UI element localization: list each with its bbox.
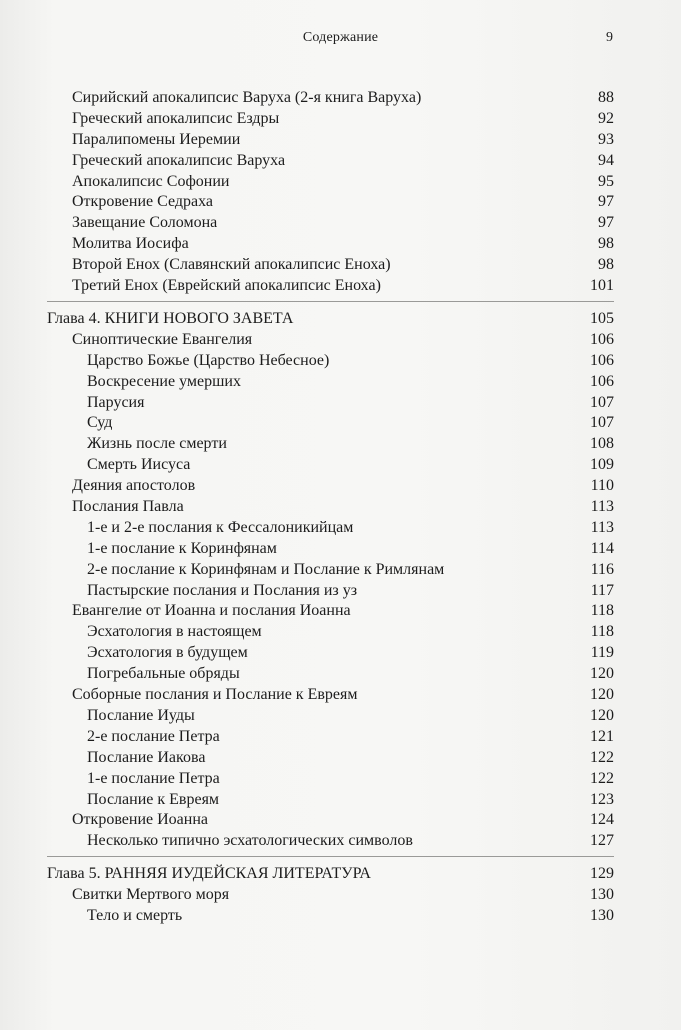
toc-entry[interactable] — [47, 88, 614, 109]
toc-entry-page: 130 — [590, 907, 614, 925]
toc-entry-page: 98 — [598, 256, 614, 274]
toc-entry-title: Глава 4. КНИГИ НОВОГО ЗАВЕТА — [47, 309, 294, 327]
toc-entry-title: Второй Енох (Славянский апокалипсис Еноха) — [72, 256, 391, 274]
toc-entry[interactable] — [47, 372, 614, 393]
toc-entry[interactable] — [47, 601, 614, 622]
toc-entry[interactable] — [47, 476, 614, 497]
toc-entry-page: 113 — [590, 498, 614, 516]
toc-entry-page: 127 — [590, 832, 614, 850]
toc-entry-title: Эсхатология в будущем — [87, 644, 248, 662]
toc-entry-page: 97 — [598, 214, 614, 232]
toc-entry[interactable] — [47, 255, 614, 276]
toc-entry-page: 92 — [598, 109, 614, 127]
toc-entry-page: 113 — [590, 518, 614, 536]
toc-entry-title: 1-е послание к Коринфянам — [87, 539, 277, 557]
toc-entry-title: Несколько типично эсхатологических символов — [87, 832, 413, 850]
toc-entry-page: 109 — [590, 456, 614, 474]
toc-entry-page: 114 — [590, 539, 614, 557]
toc-entry[interactable] — [47, 151, 614, 172]
toc-entry-title: Пастырские послания и Послания из уз — [87, 581, 358, 599]
toc-entry-page: 124 — [590, 811, 614, 829]
toc-entry-title: Воскресение умерших — [87, 372, 241, 390]
toc-entry-page: 110 — [590, 477, 614, 495]
toc-entry[interactable] — [47, 622, 614, 643]
toc-entry[interactable] — [47, 790, 614, 811]
toc-chapter[interactable] — [47, 308, 614, 330]
toc-entry[interactable] — [47, 497, 614, 518]
toc-entry-title: Послание Иакова — [87, 748, 206, 766]
toc-chapter[interactable] — [47, 863, 614, 885]
toc-entry[interactable] — [47, 130, 614, 151]
running-header — [0, 30, 681, 50]
toc-entry-page: 120 — [590, 706, 614, 724]
toc-entry-title: Евангелие от Иоанна и послания Иоанна — [72, 602, 351, 620]
toc-entry[interactable] — [47, 192, 614, 213]
table-of-contents — [47, 88, 614, 927]
toc-entry[interactable] — [47, 276, 614, 297]
toc-entry-title: Соборные послания и Послание к Евреям — [72, 686, 358, 704]
toc-entry-title: Завещание Соломона — [72, 214, 218, 232]
toc-entry[interactable] — [47, 831, 614, 852]
toc-entry-title: Смерть Иисуса — [87, 456, 191, 474]
toc-entry-title: Деяния апостолов — [72, 477, 196, 495]
toc-entry-title: Послание Иуды — [87, 706, 195, 724]
toc-entry-title: 2-е послание Петра — [87, 727, 220, 745]
toc-entry[interactable] — [47, 706, 614, 727]
toc-entry[interactable] — [47, 109, 614, 130]
toc-entry-title: Глава 5. РАННЯЯ ИУДЕЙСКАЯ ЛИТЕРАТУРА — [47, 865, 371, 883]
toc-entry-page: 94 — [598, 151, 614, 169]
toc-entry[interactable] — [47, 213, 614, 234]
toc-entry[interactable] — [47, 685, 614, 706]
toc-entry[interactable] — [47, 413, 614, 434]
toc-entry[interactable] — [47, 234, 614, 255]
header-title: Содержание — [302, 30, 379, 45]
toc-entry-page: 93 — [598, 130, 614, 148]
toc-entry[interactable] — [47, 518, 614, 539]
toc-entry[interactable] — [47, 539, 614, 560]
toc-entry-page: 116 — [590, 560, 614, 578]
toc-entry[interactable] — [47, 172, 614, 193]
chapter-divider — [47, 856, 614, 857]
toc-entry-title: Погребальные обряды — [87, 665, 240, 683]
toc-entry[interactable] — [47, 769, 614, 790]
toc-entry-page: 97 — [598, 193, 614, 211]
toc-entry-title: Жизнь после смерти — [87, 435, 227, 453]
toc-entry-title: Свитки Мертвого моря — [72, 886, 230, 904]
toc-entry-page: 88 — [598, 89, 614, 106]
toc-entry-title: Паралипомены Иеремии — [72, 130, 241, 148]
toc-entry[interactable] — [47, 727, 614, 748]
toc-entry-title: Послания Павла — [72, 498, 184, 516]
toc-entry-title: Третий Енох (Еврейский апокалипсис Еноха) — [72, 277, 381, 295]
toc-entry[interactable] — [47, 393, 614, 414]
toc-entry[interactable] — [47, 581, 614, 602]
toc-entry-title: Послание к Евреям — [87, 790, 220, 808]
toc-entry-title: 2-е послание к Коринфянам и Послание к Римлянам — [87, 560, 445, 578]
toc-entry-title: Сирийский апокалипсис Варуха (2-я книга Варуха) — [72, 89, 422, 106]
chapter-divider — [47, 301, 614, 302]
toc-entry-page: 120 — [590, 686, 614, 704]
toc-entry-title: Откровение Иоанна — [72, 811, 208, 829]
toc-entry[interactable] — [47, 351, 614, 372]
toc-entry-page: 118 — [590, 623, 614, 641]
toc-entry-page: 101 — [590, 277, 614, 295]
toc-entry-title: Греческий апокалипсис Варуха — [72, 151, 286, 169]
toc-entry-page: 118 — [590, 602, 614, 620]
toc-entry-page: 108 — [590, 435, 614, 453]
toc-entry-title: Царство Божье (Царство Небесное) — [87, 351, 330, 369]
toc-entry-title: 1-е послание Петра — [87, 769, 220, 787]
toc-entry-page: 105 — [590, 309, 614, 327]
toc-entry[interactable] — [47, 748, 614, 769]
toc-entry-page: 106 — [590, 372, 614, 390]
toc-entry-page: 123 — [590, 790, 614, 808]
toc-entry-page: 120 — [590, 665, 614, 683]
toc-entry[interactable] — [47, 906, 614, 927]
toc-entry[interactable] — [47, 434, 614, 455]
toc-entry-page: 107 — [590, 414, 614, 432]
toc-entry-title: Молитва Иосифа — [72, 235, 189, 253]
toc-entry-title: Тело и смерть — [87, 907, 183, 925]
toc-entry-page: 107 — [590, 393, 614, 411]
toc-entry[interactable] — [47, 455, 614, 476]
toc-entry-page: 98 — [598, 235, 614, 253]
toc-entry-page: 130 — [590, 886, 614, 904]
header-page-number: 9 — [606, 30, 613, 45]
toc-entry-title: Синоптические Евангелия — [72, 330, 253, 348]
toc-entry-page: 129 — [590, 865, 614, 883]
toc-entry-page: 121 — [590, 727, 614, 745]
toc-entry-page: 119 — [590, 644, 614, 662]
toc-entry-title: Греческий апокалипсис Ездры — [72, 109, 280, 127]
toc-entry[interactable] — [47, 885, 614, 906]
toc-entry[interactable] — [47, 643, 614, 664]
toc-entry[interactable] — [47, 560, 614, 581]
toc-entry-title: Суд — [87, 414, 113, 432]
toc-entry-page: 122 — [590, 769, 614, 787]
toc-entry[interactable] — [47, 330, 614, 351]
toc-entry-title: Апокалипсис Софонии — [72, 172, 230, 190]
toc-entry-title: Откровение Седраха — [72, 193, 213, 211]
toc-entry-page: 106 — [590, 351, 614, 369]
toc-entry-page: 122 — [590, 748, 614, 766]
toc-entry[interactable] — [47, 810, 614, 831]
toc-entry-title: Парусия — [87, 393, 145, 411]
toc-entry[interactable] — [47, 664, 614, 685]
toc-entry-page: 117 — [590, 581, 614, 599]
toc-entry-page: 106 — [590, 330, 614, 348]
toc-entry-page: 95 — [598, 172, 614, 190]
toc-entry-title: 1-е и 2-е послания к Фессалоникийцам — [87, 518, 354, 536]
toc-entry-title: Эсхатология в настоящем — [87, 623, 262, 641]
